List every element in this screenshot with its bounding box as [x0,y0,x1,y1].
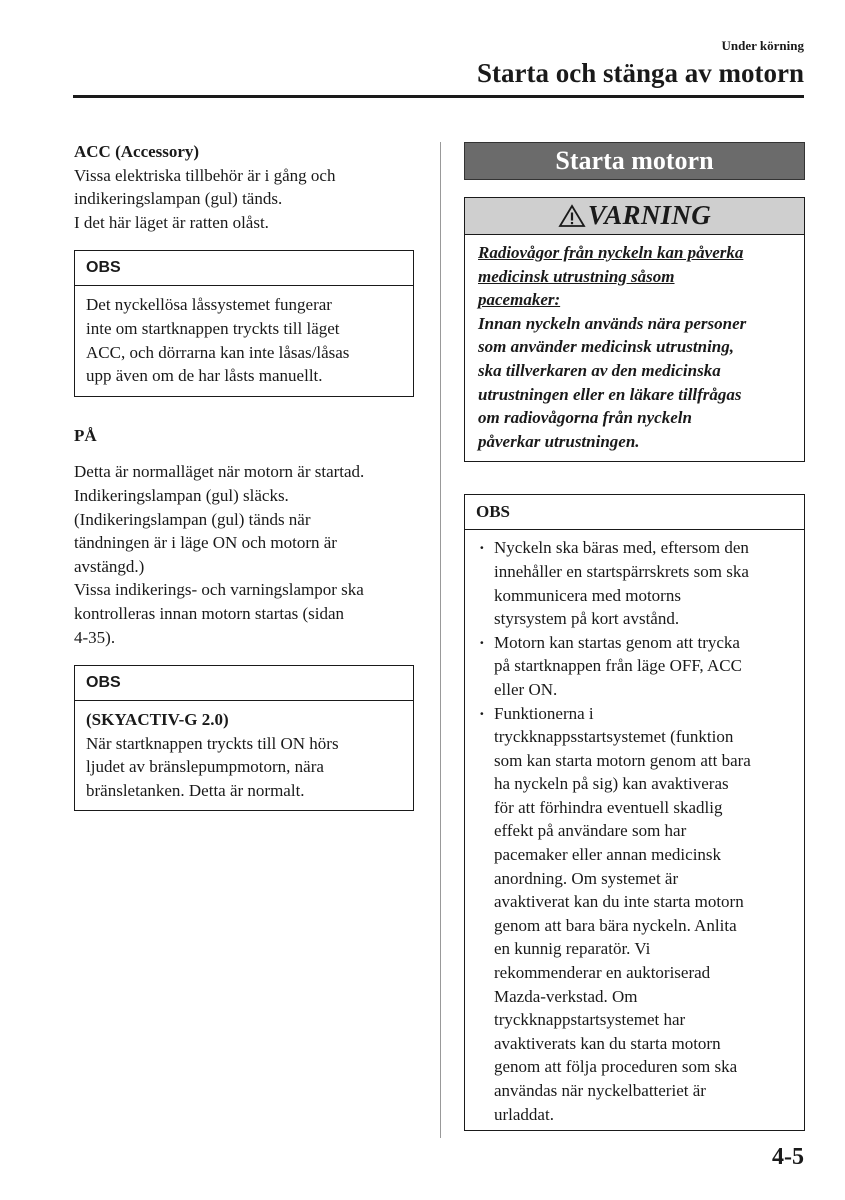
warning-title: VARNING [587,200,712,231]
warning-triangle-icon [558,204,586,228]
warning-header [465,198,804,235]
obs-subheading: (SKYACTIV-G 2.0) [86,710,229,730]
obs-heading: OBS [465,495,804,530]
pa-text: Detta är normalläget när motorn är startad. Indikeringslampan (gul) släcks. (Indikeringslampan (gul) tänds när tändningen är i läge ON och motorn är avstängd.) Vissa indikerings- och varningslampor ska kontrolleras innan motorn startas (sidan 4-35). [74,462,365,647]
obs-box-keyless [74,250,414,396]
list-item: · Motorn kan startas genom att trycka på startknappen från läge OFF, ACC eller ON. [473,631,796,702]
column-divider [440,142,441,1138]
obs-box-key [464,494,805,1131]
list-item: · Nyckeln ska bäras med, eftersom den innehåller en startspärrskrets som ska kommunicera med motorns styrsystem på kort avstånd. [473,536,796,630]
obs-bullet-list [465,530,804,1130]
section-label: Under körning [721,38,804,53]
page-title: Starta och stänga av motorn [477,58,804,88]
warning-body: Radiovågor från nyckeln kan påverka medicinsk utrustning såsom pacemaker: Innan nyckeln används nära personer som använder medicinsk utrustning, ska tillverkaren av den medicinska utrustningen eller en läkare tillfrågas om radiovågorna från nyckeln påverkar utrustningen. [478,243,747,451]
acc-text: Vissa elektriska tillbehör är i gång och indikeringslampan (gul) tänds. I det här läget är ratten olåst. [74,165,336,232]
obs-heading: OBS [75,666,413,701]
header-rule [73,95,804,98]
list-item: · Funktionerna i tryckknappsstartsystemet (funktion som kan starta motorn genom att bara ha nyckeln på sig) kan avaktiveras för att förhindra eventuell skadlig effekt på användare som har pacemaker eller annan medicinsk anordning. Om systemet är avaktiverat kan du inte starta motorn genom att bara bära nyckeln. Anlita en kunnig reparatör. Vi rekommenderar en auktoriserad Mazda-verkstad. Om tryckknappstartsystemet har avaktiverats kan du starta motorn genom att följa proceduren som ska användas när nyckelbatteriet är urladdat. [473,702,796,1127]
warning-box [464,197,805,462]
obs-body: (SKYACTIV-G 2.0) När startknappen tryckts till ON hörs ljudet av bränslepumpmotorn, nära bränsletanken. Detta är normalt. [86,710,339,800]
pa-heading: PÅ [74,425,97,445]
section-banner: Starta motorn [464,142,805,180]
acc-heading: ACC (Accessory) [74,142,200,161]
left-column [74,140,414,811]
obs-heading: OBS [75,251,413,286]
page-number: 4-5 [772,1144,804,1170]
obs-body: Det nyckellösa låssystemet fungerar inte om startknappen tryckts till läget ACC, och dörrarna kan inte låsas/låsas upp även om de har låsts manuellt. [86,295,350,386]
right-column [464,142,805,1131]
obs-box-skyactiv [74,665,414,811]
